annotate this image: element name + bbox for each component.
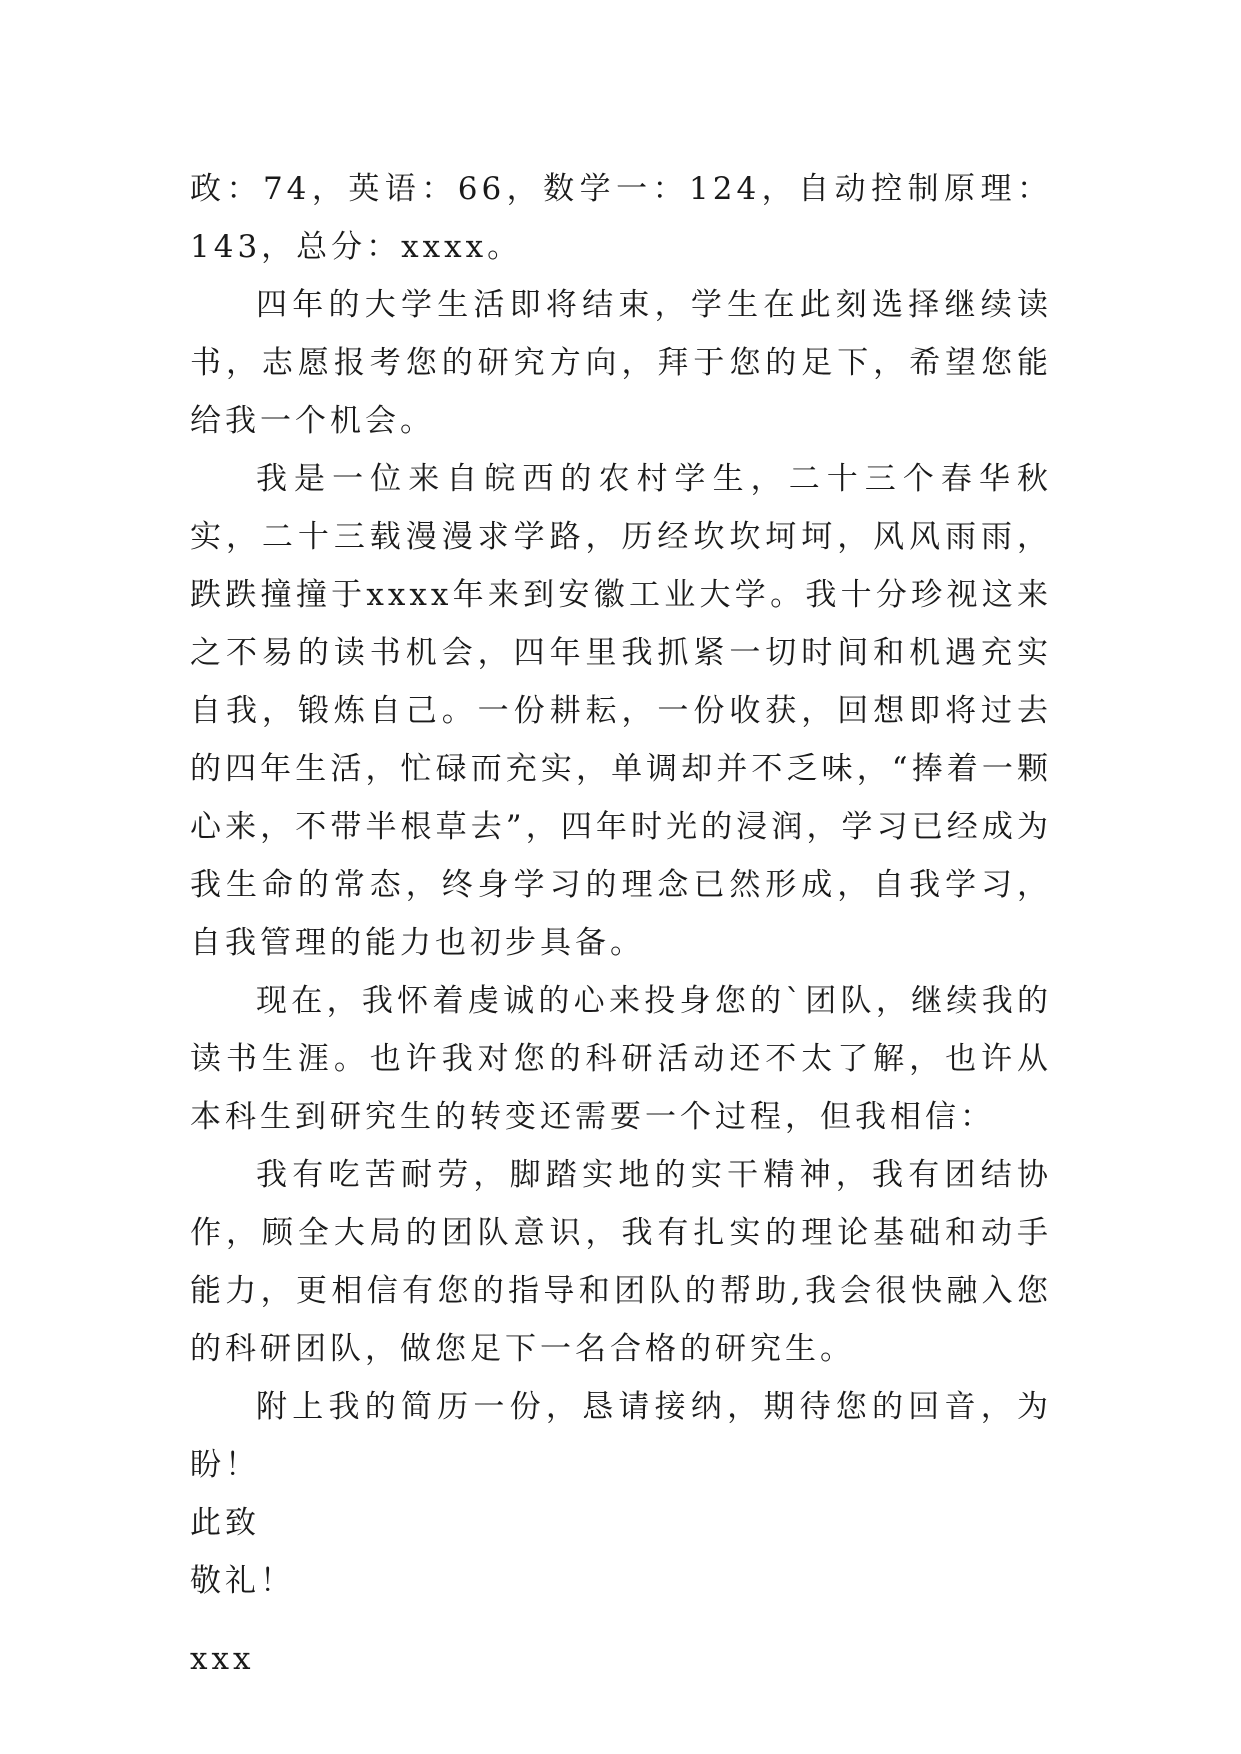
paragraph-strengths: 我有吃苦耐劳，脚踏实地的实干精神，我有团结协作，顾全大局的团队意识，我有扎实的理论基础和动手能力，更相信有您的指导和团队的帮助,我会很快融入您的科研团队，做您足下一名合格的研究生。 — [190, 1157, 1052, 1367]
paragraph-attachment: 附上我的简历一份，恳请接纳，期待您的回音，为盼！ — [190, 1389, 1052, 1483]
closing-phrase: 此致 — [190, 1505, 260, 1541]
paragraph-scores: 政：74，英语：66，数学一：124，自动控制原理：143，总分：xxxx。 — [190, 171, 1052, 265]
paragraph-background: 我是一位来自皖西的农村学生，二十三个春华秋实，二十三载漫漫求学路，历经坎坎坷坷，风风雨雨，跌跌撞撞于xxxx年来到安徽工业大学。我十分珍视这来之不易的读书机会，四年里我抓紧一切时间和机遇充实自我，锻炼自己。一份耕耘，一份收获，回想即将过去的四年生活，忙碌而充实，单调却并不乏味，“捧着一颗心来，不带半根草去”，四年时光的浸润，学习已经成为我生命的常态，终身学习的理念已然形成，自我学习，自我管理的能力也初步具备。 — [190, 461, 1052, 961]
letter-body — [190, 160, 1052, 1688]
regards: 敬礼！ — [190, 1563, 295, 1599]
paragraph-intent: 四年的大学生活即将结束，学生在此刻选择继续读书，志愿报考您的研究方向，拜于您的足下，希望您能给我一个机会。 — [190, 287, 1052, 439]
paragraph-motivation: 现在，我怀着虔诚的心来投身您的`团队，继续我的读书生涯。也许我对您的科研活动还不太了解，也许从本科生到研究生的转变还需要一个过程，但我相信： — [190, 983, 1052, 1135]
signature: xxx — [190, 1641, 255, 1677]
